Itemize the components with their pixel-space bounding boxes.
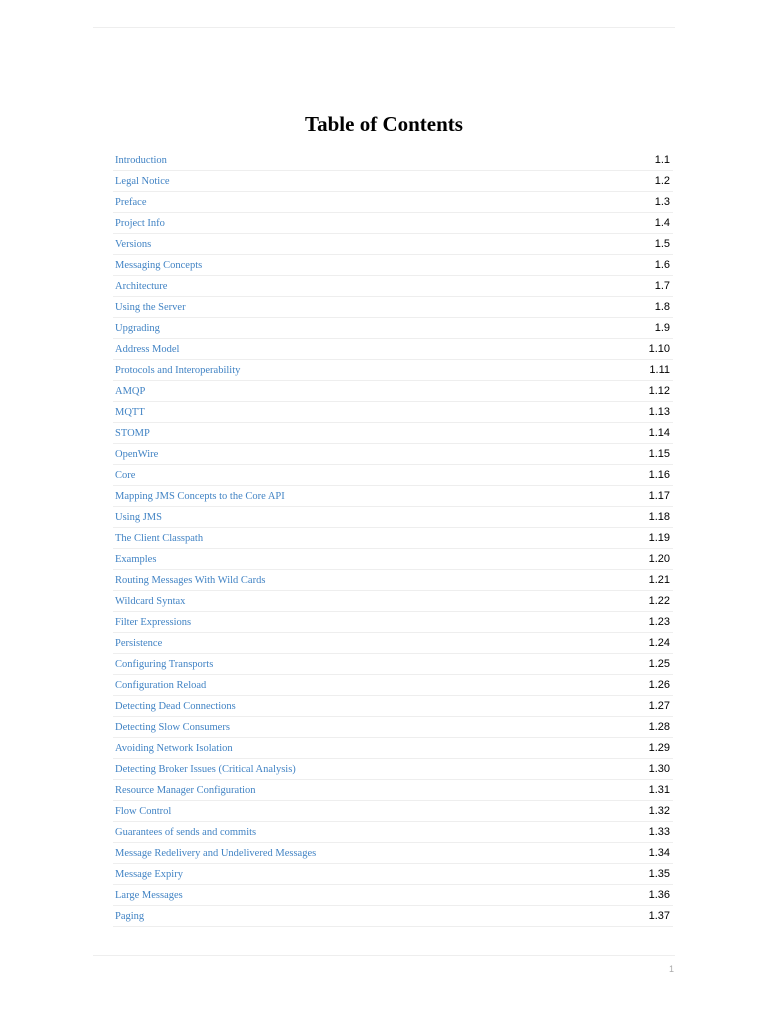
toc-entry-link[interactable]: Examples <box>115 553 157 565</box>
toc-entry-link[interactable]: Messaging Concepts <box>115 259 203 271</box>
toc-entry-number: 1.8 <box>654 301 670 313</box>
toc-entry-number: 1.13 <box>648 406 670 418</box>
toc-entry-link[interactable]: Flow Control <box>115 805 172 817</box>
toc-entry-link[interactable]: Legal Notice <box>115 175 170 187</box>
toc-entry <box>113 234 673 255</box>
toc-entry <box>113 486 673 507</box>
toc-entry <box>113 654 673 675</box>
toc-entry <box>113 528 673 549</box>
toc-entry <box>113 633 673 654</box>
toc-entry <box>113 675 673 696</box>
toc-entry-number: 1.31 <box>648 784 670 796</box>
top-divider <box>93 27 675 28</box>
toc-entry-number: 1.36 <box>648 889 670 901</box>
table-of-contents <box>113 150 673 927</box>
toc-entry-link[interactable]: Paging <box>115 910 145 922</box>
toc-entry-link[interactable]: MQTT <box>115 406 145 418</box>
toc-entry-link[interactable]: Mapping JMS Concepts to the Core API <box>115 490 285 502</box>
toc-entry-number: 1.27 <box>648 700 670 712</box>
toc-entry <box>113 864 673 885</box>
toc-entry-number: 1.29 <box>648 742 670 754</box>
toc-entry-link[interactable]: Introduction <box>115 154 167 166</box>
toc-entry-link[interactable]: Message Expiry <box>115 868 183 880</box>
toc-entry-link[interactable]: Using JMS <box>115 511 162 523</box>
toc-entry <box>113 255 673 276</box>
toc-entry <box>113 297 673 318</box>
toc-entry-link[interactable]: Architecture <box>115 280 168 292</box>
toc-entry-number: 1.4 <box>654 217 670 229</box>
toc-entry <box>113 150 673 171</box>
toc-entry-number: 1.6 <box>654 259 670 271</box>
toc-entry-link[interactable]: OpenWire <box>115 448 159 460</box>
toc-entry <box>113 192 673 213</box>
toc-entry <box>113 822 673 843</box>
toc-entry <box>113 738 673 759</box>
toc-entry-number: 1.22 <box>648 595 670 607</box>
toc-entry-number: 1.32 <box>648 805 670 817</box>
toc-entry <box>113 402 673 423</box>
toc-entry-link[interactable]: Guarantees of sends and commits <box>115 826 257 838</box>
toc-entry-number: 1.28 <box>648 721 670 733</box>
toc-entry-number: 1.18 <box>648 511 670 523</box>
toc-entry-link[interactable]: Preface <box>115 196 147 208</box>
toc-entry-link[interactable]: Using the Server <box>115 301 186 313</box>
toc-entry <box>113 885 673 906</box>
toc-entry-number: 1.25 <box>648 658 670 670</box>
toc-entry-link[interactable]: Project Info <box>115 217 165 229</box>
toc-entry-number: 1.1 <box>654 154 670 166</box>
toc-entry-number: 1.34 <box>648 847 670 859</box>
page-number: 1 <box>668 964 674 974</box>
toc-entry-number: 1.30 <box>648 763 670 775</box>
toc-entry-number: 1.12 <box>648 385 670 397</box>
toc-entry-link[interactable]: Large Messages <box>115 889 183 901</box>
toc-entry-link[interactable]: Protocols and Interoperability <box>115 364 241 376</box>
toc-entry <box>113 318 673 339</box>
toc-entry-link[interactable]: AMQP <box>115 385 146 397</box>
toc-entry <box>113 696 673 717</box>
toc-entry-number: 1.15 <box>648 448 670 460</box>
toc-entry-link[interactable]: Avoiding Network Isolation <box>115 742 233 754</box>
toc-entry-number: 1.33 <box>648 826 670 838</box>
toc-entry-link[interactable]: Resource Manager Configuration <box>115 784 256 796</box>
toc-entry-link[interactable]: Detecting Broker Issues (Critical Analysis) <box>115 763 296 775</box>
toc-entry-number: 1.10 <box>648 343 670 355</box>
toc-entry-link[interactable]: Configuration Reload <box>115 679 207 691</box>
toc-entry-number: 1.21 <box>648 574 670 586</box>
toc-entry-number: 1.2 <box>654 175 670 187</box>
toc-entry <box>113 213 673 234</box>
toc-entry-number: 1.26 <box>648 679 670 691</box>
toc-entry <box>113 612 673 633</box>
toc-entry-link[interactable]: Core <box>115 469 136 481</box>
toc-entry-link[interactable]: Upgrading <box>115 322 160 334</box>
toc-entry <box>113 339 673 360</box>
toc-entry-link[interactable]: Detecting Dead Connections <box>115 700 236 712</box>
toc-entry-link[interactable]: Message Redelivery and Undelivered Messages <box>115 847 317 859</box>
toc-entry <box>113 843 673 864</box>
toc-entry <box>113 906 673 927</box>
toc-entry-link[interactable]: Address Model <box>115 343 180 355</box>
toc-entry <box>113 570 673 591</box>
toc-entry-number: 1.37 <box>648 910 670 922</box>
toc-entry-number: 1.35 <box>648 868 670 880</box>
toc-entry <box>113 444 673 465</box>
toc-entry-link[interactable]: Persistence <box>115 637 163 649</box>
toc-entry-link[interactable]: Versions <box>115 238 152 250</box>
toc-entry-number: 1.7 <box>654 280 670 292</box>
toc-entry-number: 1.19 <box>648 532 670 544</box>
toc-entry <box>113 549 673 570</box>
toc-entry <box>113 423 673 444</box>
toc-entry <box>113 780 673 801</box>
toc-entry-link[interactable]: Filter Expressions <box>115 616 192 628</box>
bottom-divider <box>93 955 675 956</box>
toc-entry-link[interactable]: The Client Classpath <box>115 532 204 544</box>
toc-entry-number: 1.9 <box>654 322 670 334</box>
toc-entry-link[interactable]: Routing Messages With Wild Cards <box>115 574 266 586</box>
toc-entry-number: 1.14 <box>648 427 670 439</box>
toc-entry <box>113 465 673 486</box>
toc-entry <box>113 591 673 612</box>
toc-entry <box>113 276 673 297</box>
toc-entry <box>113 360 673 381</box>
toc-entry <box>113 759 673 780</box>
toc-entry-number: 1.3 <box>654 196 670 208</box>
toc-entry <box>113 507 673 528</box>
toc-entry <box>113 171 673 192</box>
toc-entry-link[interactable]: Wildcard Syntax <box>115 595 186 607</box>
toc-entry-link[interactable]: Configuring Transports <box>115 658 214 670</box>
toc-entry-link[interactable]: Detecting Slow Consumers <box>115 721 230 733</box>
toc-entry-number: 1.16 <box>648 469 670 481</box>
toc-entry-number: 1.23 <box>648 616 670 628</box>
toc-entry <box>113 381 673 402</box>
toc-entry <box>113 717 673 738</box>
toc-entry-number: 1.5 <box>654 238 670 250</box>
toc-entry-number: 1.20 <box>648 553 670 565</box>
toc-entry <box>113 801 673 822</box>
toc-entry-link[interactable]: STOMP <box>115 427 150 439</box>
page-title: Table of Contents <box>305 112 463 136</box>
toc-entry-number: 1.17 <box>648 490 670 502</box>
toc-entry-number: 1.11 <box>649 364 670 376</box>
toc-entry-number: 1.24 <box>648 637 670 649</box>
